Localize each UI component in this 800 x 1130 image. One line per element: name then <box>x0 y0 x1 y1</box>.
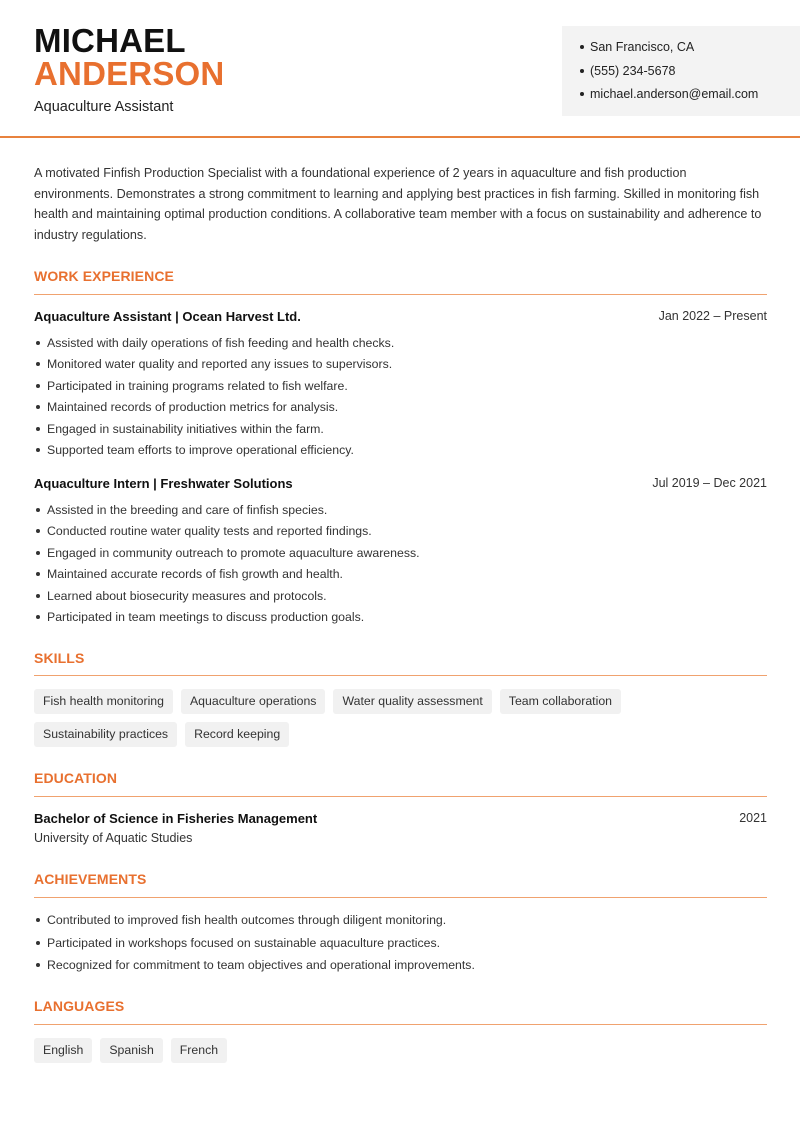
section-divider <box>34 897 767 898</box>
list-item: Maintained records of production metrics for analysis. <box>34 399 767 420</box>
list-item: Maintained accurate records of fish growth and health. <box>34 566 767 587</box>
contact-phone: (555) 234-5678 <box>562 63 800 87</box>
job-role-company: Aquaculture Intern | Freshwater Solutions <box>34 476 293 491</box>
section-divider <box>34 294 767 295</box>
skill-tag: Record keeping <box>185 722 289 747</box>
bullet-icon <box>36 551 40 555</box>
summary-text: A motivated Finfish Production Specialist with a foundational experience of 2 years in aquaculture and fish production environments. Demonstrates a strong commitment to learning and applying best practices in fish farming. Skilled in monitoring fish health and maintaining optimal production conditions. A collaborative team member with a focus on sustainability and adherence to industry regulations. <box>34 166 762 242</box>
skills-list <box>34 689 774 755</box>
job-date: Jan 2022 – Present <box>658 309 767 323</box>
job-entry-header <box>34 309 767 327</box>
list-item: Assisted in the breeding and care of finfish species. <box>34 502 767 523</box>
list-item: Engaged in community outreach to promote aquaculture awareness. <box>34 545 767 566</box>
bullet-icon <box>36 572 40 576</box>
language-tag: French <box>171 1038 227 1063</box>
education-year: 2021 <box>739 811 767 825</box>
skill-tag: Aquaculture operations <box>181 689 325 714</box>
skill-tag: Sustainability practices <box>34 722 177 747</box>
list-item: Participated in workshops focused on sustainable aquaculture practices. <box>34 935 767 958</box>
contact-location: San Francisco, CA <box>562 39 800 63</box>
languages-list <box>34 1038 774 1071</box>
job-role-company: Aquaculture Assistant | Ocean Harvest Ltd. <box>34 309 301 324</box>
contact-box <box>562 26 800 116</box>
job-bullets <box>34 502 767 630</box>
bullet-icon <box>36 362 40 366</box>
bullet-icon <box>36 448 40 452</box>
bullet-icon <box>36 615 40 619</box>
list-item: Assisted with daily operations of fish feeding and health checks. <box>34 335 767 356</box>
list-item: Recognized for commitment to team objectives and operational improvements. <box>34 957 767 980</box>
bullet-icon <box>36 941 40 945</box>
education-school: University of Aquatic Studies <box>34 831 193 845</box>
education-degree: Bachelor of Science in Fisheries Management <box>34 811 318 826</box>
section-divider <box>34 675 767 676</box>
job-entry-header <box>34 476 767 494</box>
bullet-icon <box>36 427 40 431</box>
bullet-icon <box>36 405 40 409</box>
section-divider <box>34 1024 767 1025</box>
bullet-icon <box>580 45 584 49</box>
language-tag: English <box>34 1038 92 1063</box>
bullet-icon <box>36 594 40 598</box>
list-item: Monitored water quality and reported any issues to supervisors. <box>34 356 767 377</box>
bullet-icon <box>36 508 40 512</box>
resume-header <box>0 0 800 138</box>
list-item: Conducted routine water quality tests and reported findings. <box>34 523 767 544</box>
last-name: ANDERSON <box>34 55 225 92</box>
bullet-icon <box>580 92 584 96</box>
skill-tag: Team collaboration <box>500 689 621 714</box>
list-item: Contributed to improved fish health outcomes through diligent monitoring. <box>34 912 767 935</box>
list-item: Supported team efforts to improve operational efficiency. <box>34 442 767 463</box>
job-title: Aquaculture Assistant <box>34 99 174 115</box>
job-bullets <box>34 335 767 463</box>
list-item: Participated in training programs related to fish welfare. <box>34 378 767 399</box>
section-title-education: EDUCATION <box>34 770 118 786</box>
job-date: Jul 2019 – Dec 2021 <box>652 476 767 490</box>
bullet-icon <box>580 69 584 73</box>
section-title-work: WORK EXPERIENCE <box>34 268 174 284</box>
bullet-icon <box>36 529 40 533</box>
list-item: Learned about biosecurity measures and protocols. <box>34 588 767 609</box>
bullet-icon <box>36 384 40 388</box>
skill-tag: Water quality assessment <box>333 689 491 714</box>
language-tag: Spanish <box>100 1038 162 1063</box>
list-item: Engaged in sustainability initiatives within the farm. <box>34 421 767 442</box>
achievements-list <box>34 912 767 980</box>
section-title-languages: LANGUAGES <box>34 998 125 1014</box>
skill-tag: Fish health monitoring <box>34 689 173 714</box>
first-name: MICHAEL <box>34 22 186 59</box>
bullet-icon <box>36 963 40 967</box>
bullet-icon <box>36 341 40 345</box>
contact-email: michael.anderson@email.com <box>562 86 800 110</box>
section-title-skills: SKILLS <box>34 650 85 666</box>
bullet-icon <box>36 918 40 922</box>
list-item: Participated in team meetings to discuss production goals. <box>34 609 767 630</box>
section-divider <box>34 796 767 797</box>
section-title-achievements: ACHIEVEMENTS <box>34 871 147 887</box>
